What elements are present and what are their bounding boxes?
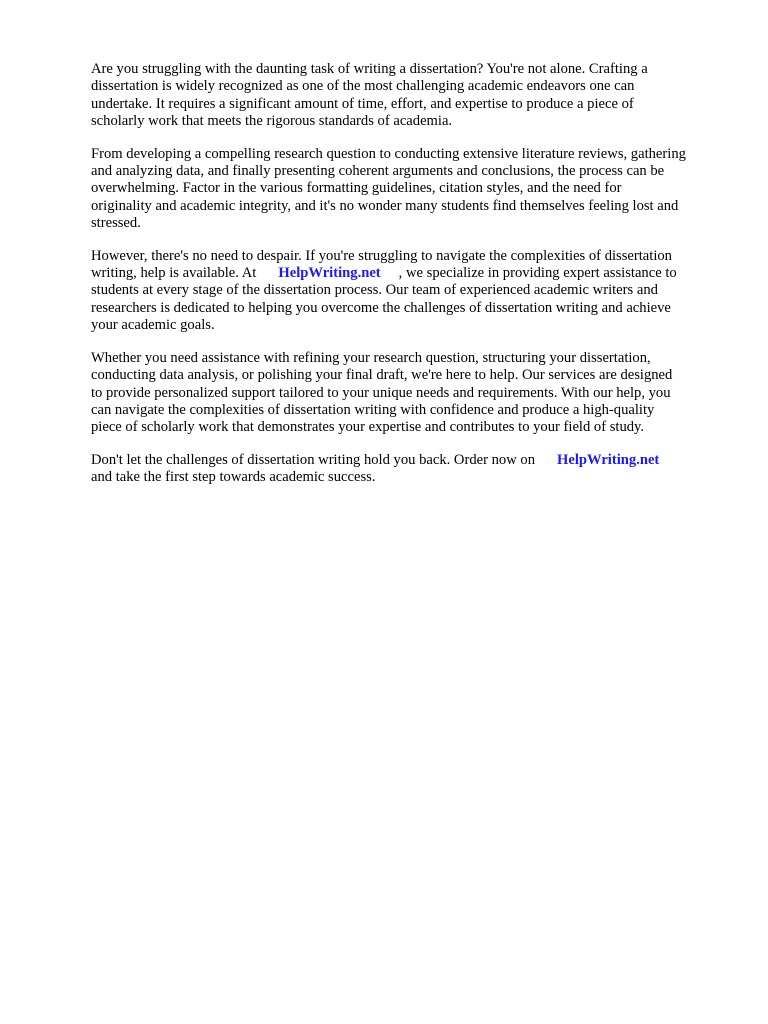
text-line: students at every stage of the dissertation process. Our team of experienced academic writers and <box>91 282 658 299</box>
helpwriting-link[interactable]: HelpWriting.net <box>557 451 660 468</box>
paragraph-call-to-action <box>91 452 731 487</box>
text-line: undertake. It requires a significant amount of time, effort, and expertise to produce a piece of <box>91 95 634 112</box>
text-line: piece of scholarly work that demonstrates your expertise and contributes to your field of study. <box>91 419 645 436</box>
text-line: to provide personalized support tailored to your unique needs and requirements. With our help, you <box>91 384 671 401</box>
text-line: conducting data analysis, or polishing your final draft, we're here to help. Our services are designed <box>91 367 673 384</box>
text-line: However, there's no need to despair. If you're struggling to navigate the complexities of dissertation <box>91 247 672 264</box>
paragraph-help <box>91 248 731 335</box>
text-line: From developing a compelling research question to conducting extensive literature reviews, gathering <box>91 145 686 162</box>
text-line-with-link <box>91 265 731 282</box>
text-line: and take the first step towards academic success. <box>91 469 376 486</box>
paragraph-intro <box>91 61 731 131</box>
helpwriting-link[interactable]: HelpWriting.net <box>278 265 381 282</box>
paragraph-services <box>91 350 731 437</box>
text-line: Whether you need assistance with refining your research question, structuring your dissertation, <box>91 349 651 366</box>
text-line: stressed. <box>91 215 141 232</box>
text-line-with-link <box>91 452 731 469</box>
text-line: originality and academic integrity, and it's no wonder many students find themselves feeling lost and <box>91 197 679 214</box>
text-line: can navigate the complexities of dissertation writing with confidence and produce a high-quality <box>91 401 655 418</box>
text-line: overwhelming. Factor in the various formatting guidelines, citation styles, and the need for <box>91 180 622 197</box>
text-line: scholarly work that meets the rigorous standards of academia. <box>91 113 453 130</box>
text-line: your academic goals. <box>91 317 215 334</box>
text-line: dissertation is widely recognized as one of the most challenging academic endeavors one can <box>91 78 635 95</box>
text-segment: , we specialize in providing expert assistance to <box>398 265 677 282</box>
paragraph-process <box>91 146 731 233</box>
text-line: Are you struggling with the daunting task of writing a dissertation? You're not alone. Crafting a <box>91 61 648 77</box>
text-line: researchers is dedicated to helping you overcome the challenges of dissertation writing and achieve <box>91 299 671 316</box>
text-segment: writing, help is available. At <box>91 265 257 282</box>
text-segment: Don't let the challenges of dissertation writing hold you back. Order now on <box>91 451 535 468</box>
text-line: and analyzing data, and finally presenting coherent arguments and conclusions, the process can be <box>91 163 665 180</box>
document-page <box>91 61 731 502</box>
